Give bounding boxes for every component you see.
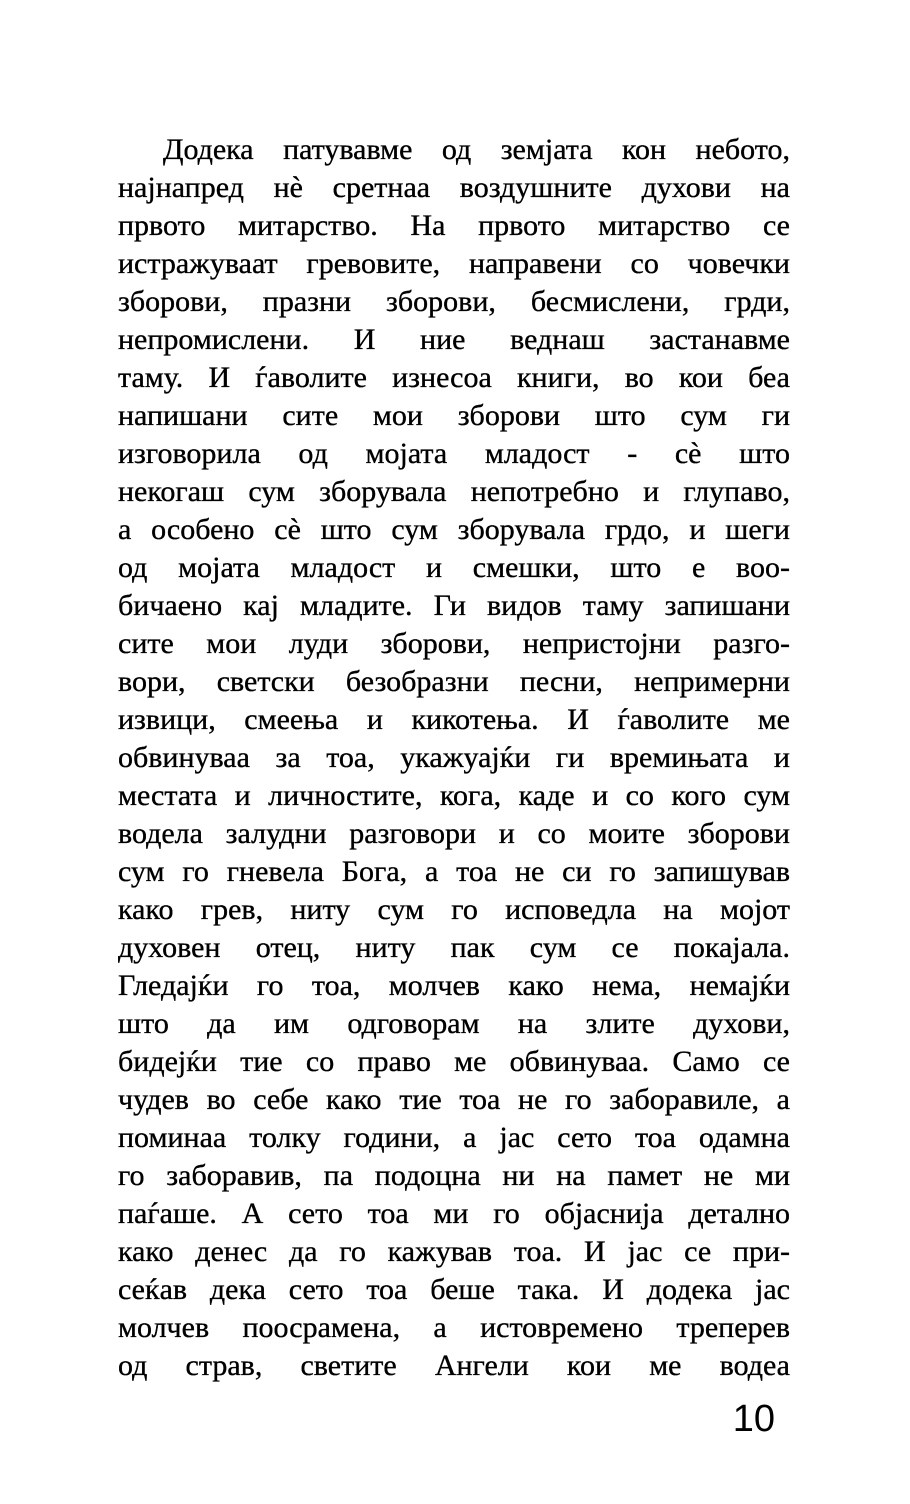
text-line: духовен отец, ниту пак сум се покајала. (118, 931, 790, 964)
text-line: таму. И ѓаволите изнесоа книги, во кои беа (118, 361, 790, 394)
text-line: поминаа толку години, а јас сето тоа одамна (118, 1121, 790, 1154)
text-line: од страв, светите Ангели кои ме водеа (118, 1349, 790, 1382)
page-paragraph (118, 131, 790, 1385)
text-line: извици, смеења и кикотења. И ѓаволите ме (118, 703, 790, 736)
text-line: сум го гневела Бога, а тоа не си го запишував (118, 855, 790, 888)
text-line: чудев во себе како тие тоа не го заборавиле, а (118, 1083, 790, 1116)
text-line: обвинуваа за тоа, укажуајќи ги времињата и (118, 741, 790, 774)
text-line: местата и личностите, кога, каде и со кого сум (118, 779, 790, 812)
text-line: најнапред нѐ сретнаа воздушните духови на (118, 171, 790, 204)
text-line: бичаено кај младите. Ги видов таму запишани (118, 589, 790, 622)
text-line: бидејќи тие со право ме обвинуваа. Само се (118, 1045, 790, 1078)
text-line: што да им одговорам на злите духови, (118, 1007, 790, 1040)
text-line: сеќав дека сето тоа беше така. И додека јас (118, 1273, 790, 1306)
text-line: напишани сите мои зборови што сум ги (118, 399, 790, 432)
text-line: го заборавив, па подоцна ни на памет не ми (118, 1159, 790, 1192)
text-line: како грев, ниту сум го исповедла на мојот (118, 893, 790, 926)
text-line: водела залудни разговори и со моите зборови (118, 817, 790, 850)
text-line: изговорила од мојата младост - сѐ што (118, 437, 790, 470)
page-number: 10 (732, 1398, 775, 1440)
text-line: молчев поосрамена, а истовремено треперев (118, 1311, 790, 1344)
text-line: Додека патувавме од земјата кон небото, (163, 133, 790, 166)
text-line: а особено сѐ што сум зборувала грдо, и шеги (118, 513, 790, 546)
text-line: вори, светски безобразни песни, непримерни (118, 665, 790, 698)
text-line: истражуваат гревовите, направени со човечки (118, 247, 790, 280)
text-line: паѓаше. А сето тоа ми го објаснија детално (118, 1197, 790, 1230)
text-line: непромислени. И ние веднаш застанавме (118, 323, 790, 356)
text-line: зборови, празни зборови, бесмислени, грди, (118, 285, 790, 318)
text-line: како денес да го кажував тоа. И јас се при- (118, 1235, 790, 1268)
text-line: од мојата младост и смешки, што е воо- (118, 551, 790, 584)
text-line: Гледајќи го тоа, молчев како нема, немајќи (118, 969, 790, 1002)
text-line: сите мои луди зборови, непристојни разго- (118, 627, 790, 660)
text-line: некогаш сум зборувала непотребно и глупаво, (118, 475, 790, 508)
text-line: првото митарство. На првото митарство се (118, 209, 790, 242)
